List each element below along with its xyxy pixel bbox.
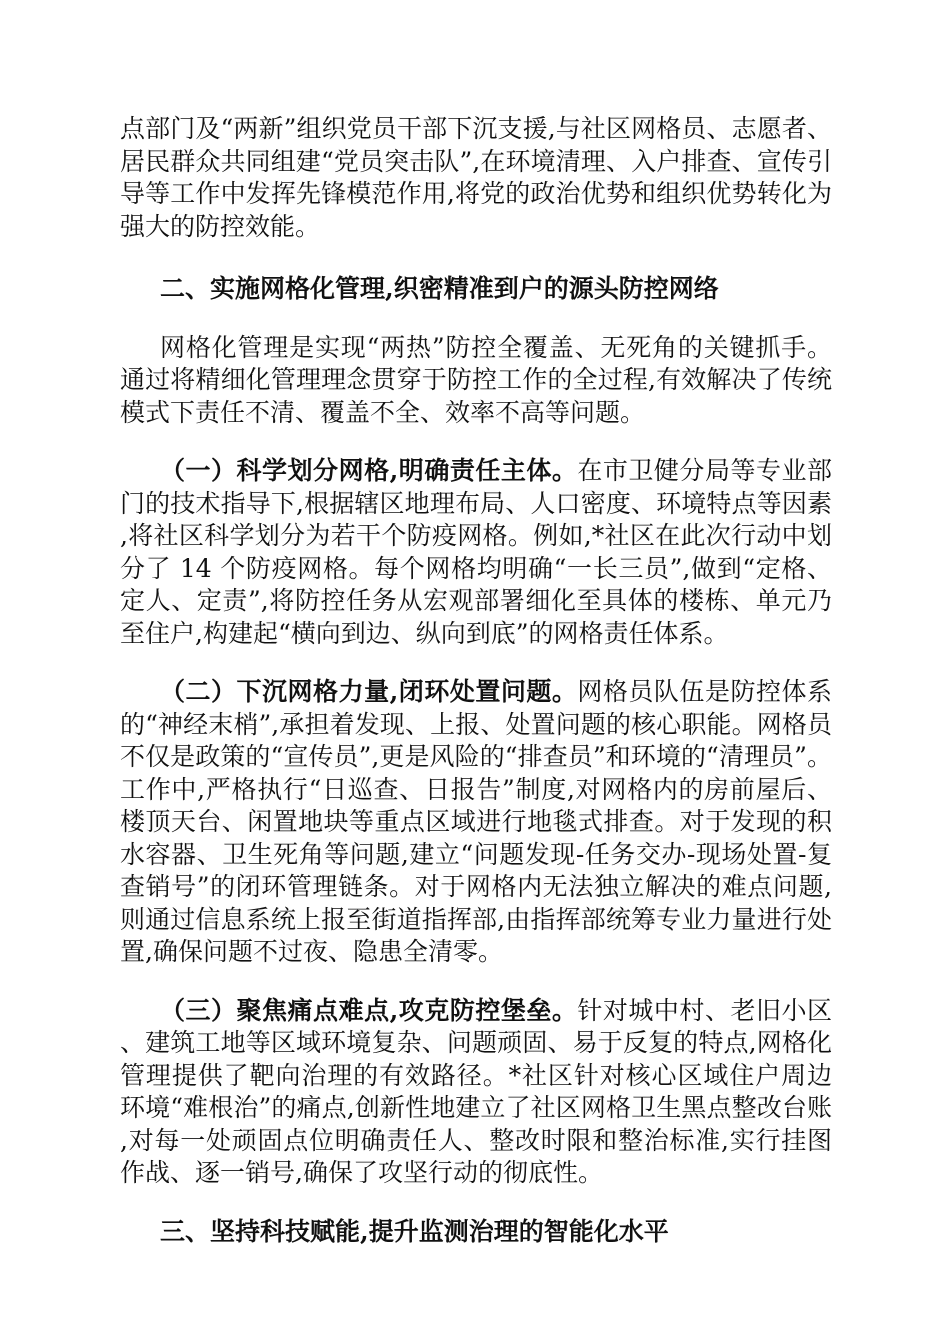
item-1-body: 在市卫健分局等专业部门的技术指导下,根据辖区地理布局、人口密度、环境特点等因素,将社区科学划分为若干个防疫网格。例如,*社区在此次行动中划分了 14 个防疫网格。每个网格均明确“一长三员”,做到“定格、定人、定责”,将防控任务从宏观部署细化至具体的楼栋、单元乃至住户,构建起“横向到边、纵向到底”的网格责任体系。 xyxy=(120,456,832,648)
item-3-title: （三）聚焦痛点难点,攻克防控堡垒。 xyxy=(160,995,578,1025)
item-3-body: 针对城中村、老旧小区、建筑工地等区域环境复杂、问题顽固、易于反复的特点,网格化管理提供了靶向治理的有效路径。*社区针对核心区域住户周边环境“难根治”的痛点,创新性地建立了社区网格卫生黑点整改台账,对每一处顽固点位明确责任人、整改时限和整治标准,实行挂图作战、逐一销号,确保了攻坚行动的彻底性。 xyxy=(120,995,832,1187)
document-body xyxy=(120,113,832,1248)
section-heading-3: 三、坚持科技赋能,提升监测治理的智能化水平 xyxy=(160,1216,669,1246)
item-2-title: （二）下沉网格力量,闭环处置问题。 xyxy=(160,677,578,706)
section-2-intro-paragraph: 网格化管理是实现“两热”防控全覆盖、无死角的关键抓手。通过将精细化管理理念贯穿于防控工作的全过程,有效解决了传统模式下责任不清、覆盖不全、效率不高等问题。 xyxy=(120,332,832,427)
item-3-paragraph xyxy=(120,995,832,1190)
section-heading-2: 二、实施网格化管理,织密精准到户的源头防控网络 xyxy=(160,274,719,303)
item-2-paragraph xyxy=(120,676,832,969)
continuation-paragraph: 点部门及“两新”组织党员干部下沉支援,与社区网格员、志愿者、居民群众共同组建“党员突击队”,在环境清理、入户排查、宣传引导等工作中发挥先锋模范作用,将党的政治优势和组织优势转化为强大的防控效能。 xyxy=(120,114,832,241)
item-2-body: 网格员队伍是防控体系的“神经末梢”,承担着发现、上报、处置问题的核心职能。网格员不仅是政策的“宣传员”,更是风险的“排查员”和环境的“清理员”。工作中,严格执行“日巡查、日报告”制度,对网格内的房前屋后、楼顶天台、闲置地块等重点区域进行地毯式排查。对于发现的积水容器、卫生死角等问题,建立“问题发现-任务交办-现场处置-复查销号”的闭环管理链条。对于网格内无法独立解决的难点问题,则通过信息系统上报至街道指挥部,由指挥部统筹专业力量进行处置,确保问题不过夜、隐患全清零。 xyxy=(120,677,832,966)
item-1-paragraph xyxy=(120,455,832,650)
item-1-title: （一）科学划分网格,明确责任主体。 xyxy=(160,456,578,485)
